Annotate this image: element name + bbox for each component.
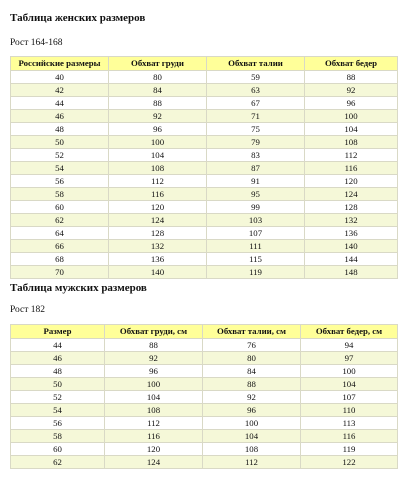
table-cell: 100 bbox=[203, 417, 301, 430]
column-header: Обхват бедер bbox=[305, 57, 398, 71]
table-row bbox=[11, 266, 398, 279]
women-table-body bbox=[11, 71, 398, 279]
table-row bbox=[11, 84, 398, 97]
column-header: Размер bbox=[11, 325, 105, 339]
table-cell: 46 bbox=[11, 110, 109, 123]
table-cell: 119 bbox=[301, 443, 398, 456]
table-cell: 46 bbox=[11, 352, 105, 365]
table-cell: 58 bbox=[11, 430, 105, 443]
table-cell: 112 bbox=[305, 149, 398, 162]
column-header: Обхват бедер, см bbox=[301, 325, 398, 339]
table-cell: 52 bbox=[11, 149, 109, 162]
table-header-row bbox=[11, 57, 398, 71]
table-row bbox=[11, 365, 398, 378]
table-cell: 104 bbox=[301, 378, 398, 391]
table-cell: 120 bbox=[105, 443, 203, 456]
men-height-label: Рост 182 bbox=[10, 305, 46, 315]
table-cell: 76 bbox=[203, 339, 301, 352]
table-cell: 108 bbox=[305, 136, 398, 149]
table-cell: 124 bbox=[305, 188, 398, 201]
table-cell: 84 bbox=[203, 365, 301, 378]
table-cell: 124 bbox=[109, 214, 207, 227]
table-cell: 111 bbox=[207, 240, 305, 253]
table-cell: 100 bbox=[109, 136, 207, 149]
table-cell: 70 bbox=[11, 266, 109, 279]
table-row bbox=[11, 149, 398, 162]
table-cell: 108 bbox=[109, 162, 207, 175]
table-row bbox=[11, 162, 398, 175]
table-cell: 88 bbox=[305, 71, 398, 84]
table-cell: 116 bbox=[109, 188, 207, 201]
table-cell: 104 bbox=[105, 391, 203, 404]
table-cell: 112 bbox=[203, 456, 301, 469]
table-row bbox=[11, 175, 398, 188]
table-cell: 44 bbox=[11, 97, 109, 110]
table-cell: 148 bbox=[305, 266, 398, 279]
table-cell: 40 bbox=[11, 71, 109, 84]
table-cell: 60 bbox=[11, 201, 109, 214]
table-row bbox=[11, 404, 398, 417]
table-cell: 104 bbox=[109, 149, 207, 162]
table-row bbox=[11, 443, 398, 456]
table-header-row bbox=[11, 325, 398, 339]
table-row bbox=[11, 71, 398, 84]
table-row bbox=[11, 378, 398, 391]
table-cell: 84 bbox=[109, 84, 207, 97]
table-cell: 80 bbox=[203, 352, 301, 365]
column-header: Обхват талии, см bbox=[203, 325, 301, 339]
table-cell: 56 bbox=[11, 417, 105, 430]
table-row bbox=[11, 352, 398, 365]
men-table-title: Таблица мужских размеров bbox=[10, 282, 147, 294]
table-cell: 88 bbox=[203, 378, 301, 391]
table-row bbox=[11, 97, 398, 110]
table-cell: 128 bbox=[109, 227, 207, 240]
table-cell: 48 bbox=[11, 123, 109, 136]
table-cell: 62 bbox=[11, 214, 109, 227]
table-cell: 136 bbox=[109, 253, 207, 266]
table-cell: 112 bbox=[109, 175, 207, 188]
table-cell: 144 bbox=[305, 253, 398, 266]
table-cell: 42 bbox=[11, 84, 109, 97]
table-row bbox=[11, 188, 398, 201]
table-cell: 62 bbox=[11, 456, 105, 469]
table-cell: 120 bbox=[305, 175, 398, 188]
table-row bbox=[11, 391, 398, 404]
table-row bbox=[11, 214, 398, 227]
table-cell: 75 bbox=[207, 123, 305, 136]
table-cell: 103 bbox=[207, 214, 305, 227]
table-cell: 71 bbox=[207, 110, 305, 123]
table-cell: 96 bbox=[305, 97, 398, 110]
column-header: Обхват груди, см bbox=[105, 325, 203, 339]
table-cell: 122 bbox=[301, 456, 398, 469]
table-row bbox=[11, 417, 398, 430]
table-cell: 136 bbox=[305, 227, 398, 240]
table-cell: 56 bbox=[11, 175, 109, 188]
table-cell: 96 bbox=[105, 365, 203, 378]
table-cell: 107 bbox=[207, 227, 305, 240]
table-row bbox=[11, 240, 398, 253]
table-cell: 88 bbox=[109, 97, 207, 110]
table-cell: 116 bbox=[305, 162, 398, 175]
table-cell: 96 bbox=[203, 404, 301, 417]
table-row bbox=[11, 136, 398, 149]
column-header: Обхват талии bbox=[207, 57, 305, 71]
table-cell: 87 bbox=[207, 162, 305, 175]
table-cell: 115 bbox=[207, 253, 305, 266]
table-cell: 104 bbox=[203, 430, 301, 443]
table-cell: 108 bbox=[203, 443, 301, 456]
table-cell: 58 bbox=[11, 188, 109, 201]
table-cell: 95 bbox=[207, 188, 305, 201]
table-cell: 116 bbox=[105, 430, 203, 443]
table-cell: 104 bbox=[305, 123, 398, 136]
table-cell: 52 bbox=[11, 391, 105, 404]
table-row bbox=[11, 430, 398, 443]
table-cell: 99 bbox=[207, 201, 305, 214]
table-cell: 80 bbox=[109, 71, 207, 84]
table-cell: 54 bbox=[11, 404, 105, 417]
table-row bbox=[11, 253, 398, 266]
table-cell: 44 bbox=[11, 339, 105, 352]
table-cell: 50 bbox=[11, 378, 105, 391]
table-cell: 100 bbox=[305, 110, 398, 123]
table-cell: 120 bbox=[109, 201, 207, 214]
table-row bbox=[11, 201, 398, 214]
table-cell: 67 bbox=[207, 97, 305, 110]
table-cell: 140 bbox=[305, 240, 398, 253]
table-row bbox=[11, 110, 398, 123]
table-row bbox=[11, 123, 398, 136]
table-cell: 107 bbox=[301, 391, 398, 404]
table-cell: 132 bbox=[109, 240, 207, 253]
table-cell: 92 bbox=[105, 352, 203, 365]
table-cell: 94 bbox=[301, 339, 398, 352]
table-cell: 92 bbox=[305, 84, 398, 97]
women-height-label: Рост 164-168 bbox=[10, 38, 63, 48]
table-cell: 50 bbox=[11, 136, 109, 149]
table-cell: 96 bbox=[109, 123, 207, 136]
table-row bbox=[11, 339, 398, 352]
table-cell: 119 bbox=[207, 266, 305, 279]
table-cell: 113 bbox=[301, 417, 398, 430]
table-cell: 64 bbox=[11, 227, 109, 240]
table-cell: 91 bbox=[207, 175, 305, 188]
table-cell: 97 bbox=[301, 352, 398, 365]
table-cell: 124 bbox=[105, 456, 203, 469]
table-cell: 92 bbox=[203, 391, 301, 404]
women-size-table bbox=[10, 56, 398, 279]
table-cell: 132 bbox=[305, 214, 398, 227]
women-table-title: Таблица женских размеров bbox=[10, 12, 146, 24]
table-cell: 112 bbox=[105, 417, 203, 430]
table-cell: 60 bbox=[11, 443, 105, 456]
table-cell: 48 bbox=[11, 365, 105, 378]
column-header: Российские размеры bbox=[11, 57, 109, 71]
table-row bbox=[11, 227, 398, 240]
table-cell: 59 bbox=[207, 71, 305, 84]
column-header: Обхват груди bbox=[109, 57, 207, 71]
table-cell: 116 bbox=[301, 430, 398, 443]
table-cell: 54 bbox=[11, 162, 109, 175]
men-table-body bbox=[11, 339, 398, 469]
table-cell: 88 bbox=[105, 339, 203, 352]
men-size-table bbox=[10, 324, 398, 469]
table-cell: 128 bbox=[305, 201, 398, 214]
table-cell: 92 bbox=[109, 110, 207, 123]
table-cell: 68 bbox=[11, 253, 109, 266]
table-cell: 66 bbox=[11, 240, 109, 253]
table-cell: 100 bbox=[301, 365, 398, 378]
table-cell: 63 bbox=[207, 84, 305, 97]
table-cell: 108 bbox=[105, 404, 203, 417]
table-cell: 110 bbox=[301, 404, 398, 417]
table-cell: 83 bbox=[207, 149, 305, 162]
table-cell: 140 bbox=[109, 266, 207, 279]
table-cell: 79 bbox=[207, 136, 305, 149]
table-row bbox=[11, 456, 398, 469]
table-cell: 100 bbox=[105, 378, 203, 391]
